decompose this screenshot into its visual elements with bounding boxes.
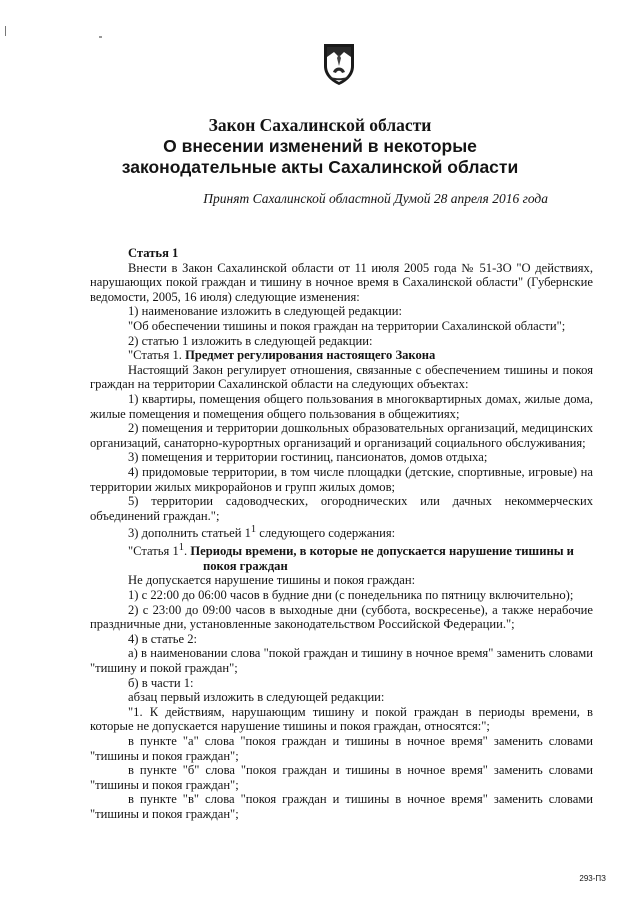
article-1-text: Настоящий Закон регулирует отношения, связанные с обеспечением тишины и покоя граждан на территории Сахалинской области на следующих объектах:: [90, 362, 593, 392]
point-a: в пункте "а" слова "покоя граждан и тишины в ночное время" заменить словами "тишины и покоя граждан";: [90, 733, 593, 763]
object-4: 4) придомовые территории, в том числе площадки (детские, спортивные, игровые) на территории жилых микрорайонов и групп жилых домов;: [90, 464, 593, 494]
period-1: 1) с 22:00 до 06:00 часов в будние дни (с понедельника по пятницу включительно);: [128, 588, 574, 603]
item-4b: б) в части 1:: [128, 675, 194, 690]
paragraph-one: абзац первый изложить в следующей редакции:: [128, 690, 385, 705]
article-1-new-heading: [90, 348, 593, 363]
article-1-1-prefix: "Статья 1: [128, 544, 179, 559]
item-4a: а) в наименовании слова "покой граждан и тишину в ночное время" заменить словами "тишину и покой граждан";: [90, 646, 593, 675]
sakhalin-coat-of-arms-icon: [322, 40, 356, 86]
item-1: 1) наименование изложить в следующей редакции:: [128, 304, 402, 319]
item-3-pre: 3) дополнить статьей 1: [128, 526, 251, 541]
scan-speck: [99, 36, 102, 38]
paragraph-one-text: "1. К действиям, нарушающим тишину и покой граждан в периоды времени, в которые не допускается нарушение тишины и покоя граждан, относятся:";: [90, 704, 593, 734]
object-1: 1) квартиры, помещения общего пользования в многоквартирных домах, жилые дома, жилые помещения и помещения общего пользования в общежитиях;: [90, 391, 593, 421]
period-2: 2) с 23:00 до 09:00 часов в выходные дни (суббота, воскресенье), а также нерабочие праздничные дни, установленные законодательством Российской Федерации.";: [90, 602, 593, 632]
intro-paragraph: Внести в Закон Сахалинской области от 11 июля 2005 года № 51-ЗО "О действиях, нарушающих покой граждан и тишину в ночное время в Сахалинской области" (Губернские ведомости, 2005, 16 июля) следующие изменения:: [90, 260, 593, 304]
article-1-1-dot: .: [184, 544, 191, 559]
item-3-post: следующего содержания:: [256, 526, 396, 541]
article-1-1-sup: 1: [178, 542, 185, 554]
object-2: 2) помещения и территории дошкольных образовательных организаций, медицинских организаций, санаторно-курортных организаций и организаций социального обслуживания;: [90, 421, 593, 450]
point-v: в пункте "в" слова "покоя граждан и тишины в ночное время" заменить словами "тишины и покоя граждан";: [90, 792, 593, 821]
article-1-heading: Статья 1: [128, 246, 179, 260]
article-1-prefix: "Статья 1.: [128, 348, 186, 363]
item-3-sup: 1: [250, 524, 257, 536]
document-body: [90, 246, 593, 822]
scan-mark: [5, 26, 6, 36]
law-subtitle-line-2: законодательные акты Сахалинской области: [121, 157, 519, 177]
article-1-1-heading: [90, 541, 593, 559]
item-3: [90, 523, 593, 541]
object-5: 5) территории садоводческих, огороднических или дачных некоммерческих объединений граждан.";: [90, 494, 593, 523]
point-b: в пункте "б" слова "покоя граждан и тишины в ночное время" заменить словами "тишины и покоя граждан";: [90, 763, 593, 792]
not-allowed-paragraph: Не допускается нарушение тишины и покоя граждан:: [128, 573, 416, 588]
item-4: 4) в статье 2:: [128, 631, 198, 646]
law-subtitle-line-1: О внесении изменений в некоторые: [163, 136, 477, 156]
adoption-note: Принят Сахалинской областной Думой 28 апреля 2016 года: [203, 191, 548, 206]
article-1-1-name: Периоды времени, в которые не допускается нарушение тишины и: [190, 544, 574, 559]
article-1-name: Предмет регулирования настоящего Закона: [185, 348, 436, 363]
article-1-1-name-cont: покоя граждан: [203, 558, 288, 573]
page-code: 293-ПЗ: [579, 874, 606, 883]
law-title: Закон Сахалинской области: [208, 115, 432, 135]
item-1-text: "Об обеспечении тишины и покоя граждан на территории Сахалинской области";: [128, 318, 566, 333]
object-3: 3) помещения и территории гостиниц, пансионатов, домов отдыха;: [128, 450, 488, 465]
item-2: 2) статью 1 изложить в следующей редакции:: [128, 333, 373, 348]
